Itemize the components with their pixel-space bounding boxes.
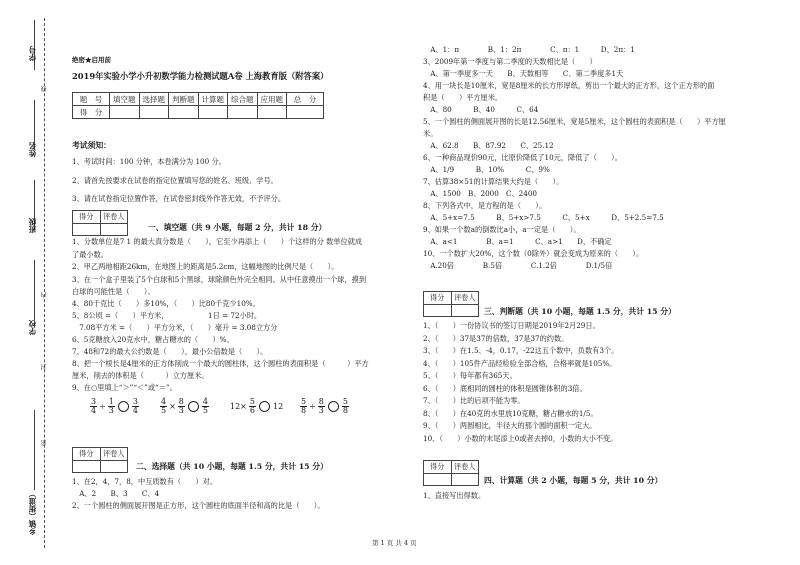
page-footer: 第 1 页 共 4 页 <box>372 539 417 547</box>
grader-name-label: 评卷人 <box>102 449 125 458</box>
margin-label-school: 学校 <box>28 320 37 335</box>
section-title-calc: 四、计算题（共 2 小题，每题 5 分，共计 10 分） <box>484 476 663 485</box>
blank-line <box>34 260 35 320</box>
compare-expr-4: $\frac{5}{8}$ ÷ $\frac{8}{3}$ $\frac{5}{8}$ <box>301 397 348 415</box>
compare-circle[interactable] <box>328 401 339 412</box>
question-line: 7、（ ）比的后项不能为零。 <box>423 396 525 405</box>
score-head-cell: 填空题 <box>110 93 140 106</box>
section-title-choice: 二、选择题（共 10 小题，每题 1.5 分，共计 15 分） <box>136 462 328 471</box>
question-line: 7.08平方米 =（ ）平方分米，（ ）毫升 = 3.08立方分 <box>72 323 278 332</box>
question-line: 10、一个数扩大20%，这个数（0除外）就会变成为原来的（ ）。 <box>423 249 644 258</box>
question-line: 3、2009年第一季度与第二季度的天数相比是（ ） <box>423 57 597 66</box>
grader-name-label: 评卷人 <box>102 212 125 221</box>
question-line: 9、如果一个数a的倒数比a小，a一定是（ ）。 <box>423 225 581 234</box>
grader-score-label: 得分 <box>73 211 101 223</box>
score-head-cell: 综合题 <box>228 93 258 106</box>
grader-score-cell[interactable] <box>424 305 452 316</box>
compare-expr-3: 12× $\frac{5}{6}$ 12 <box>230 397 284 415</box>
question-line: A、1/9 B、10% C、9% <box>423 165 550 174</box>
grader-box <box>72 447 128 473</box>
question-line: 7、估算38×51的计算结果大约是（ ）。 <box>423 177 564 186</box>
question-line: A、a<1 B、a=1 C、a>1 D、不确定 <box>423 237 612 246</box>
question-line: 8、下列各式中，是方程的是（ ）。 <box>423 201 547 210</box>
grader-score-cell[interactable] <box>424 474 452 485</box>
margin-label-name: 姓名 <box>28 142 37 157</box>
score-cell[interactable] <box>228 106 258 119</box>
question-line: A、1：π B、1：2π C、π：1 D、2π：1 <box>423 45 635 54</box>
score-cell[interactable] <box>110 106 140 119</box>
section-title-judge: 三、判断题（共 10 小题，每题 1.5 分，共计 15 分） <box>484 307 676 316</box>
question-line: 7、48和72的最大公约数是（ ），最小公倍数是（ ）。 <box>72 347 268 356</box>
grader-name-cell[interactable] <box>452 474 479 485</box>
page-title: 2019年实验小学小升初数学能力检测试题A卷 上海教育版（附答案） <box>72 71 329 81</box>
question-line: 10、（ ）小数的末尾添上0或者去掉0，小数的大小不变。 <box>423 434 618 443</box>
blank-line <box>34 410 35 490</box>
score-head-cell: 判断题 <box>169 93 199 106</box>
question-line: 3、在一个盒子里装了5个白球和5个黑球，球除颜色外完全相同。从中任意摸出一个球，摸到 <box>72 275 367 284</box>
question-line: A、1500 B、2000 C、2400 <box>423 189 537 198</box>
secret-mark: 绝密★启用前 <box>72 56 111 64</box>
grader-score-label: 得分 <box>424 292 452 304</box>
grader-box <box>423 460 479 486</box>
question-line: 厘米，削去的体积是（ ）立方厘米。 <box>72 371 209 380</box>
margin-mark: 封 <box>41 364 48 370</box>
question-line: 4、80千克比（ ）多10%，（ ）比80千克少10%。 <box>72 299 260 308</box>
question-line: 6、（ ）底相同的圆柱的体积是圆锥体积的3倍。 <box>423 384 587 393</box>
question-line: 4、（ ）105件产品经检验全部合格，合格率就是105%。 <box>423 359 617 368</box>
question-line: 了最小数。 <box>72 250 108 259</box>
score-cell[interactable] <box>287 106 324 119</box>
question-line: 1、在2，4，7，8，中互质数有（ ）对。 <box>72 477 218 486</box>
question-line: 3、（ ）在1.5、-4，0.17，-22这五个数中，负数有3个。 <box>423 346 619 355</box>
notice-item: 1、考试时间：100 分钟，本卷满分为 100 分。 <box>72 157 226 166</box>
question-line: 8、把一个棱长是4厘米的正方体削成一个最大的圆柱体，这个圆柱的表面积是（ ）平方 <box>72 359 369 368</box>
grader-name-cell[interactable] <box>101 224 128 235</box>
score-table <box>72 92 324 119</box>
question-line: 1、（ ）一份协议书的签订日期是2019年2月29日。 <box>423 321 600 330</box>
score-cell[interactable] <box>139 106 169 119</box>
grader-name-label: 评卷人 <box>453 462 476 471</box>
question-line: 2、甲乙两地相距26km，在地图上的距离是5.2cm，这幅地图的比例尺是（ ）。 <box>72 262 339 271</box>
margin-mark: 线 <box>41 86 48 92</box>
question-line: 6、5克糖放入20克水中，糖占糖水的（ ）%。 <box>72 335 234 344</box>
question-line: A、5+x=7.5 B、5+x>7.5 C、5+x D、5+2.5=7.5 <box>423 213 664 222</box>
section-title-fill: 一、填空题（共 9 小题，每题 2 分，共计 18 分） <box>148 223 327 232</box>
question-line: 9、在○里填上“＞”“＜”或“＝”。 <box>72 383 177 392</box>
question-line: 2、一个圆柱的侧面展开图是正方形，这个圆柱的底面半径和高的比是（ ）。 <box>72 501 325 510</box>
question-line: 4、用一块长是10厘米，宽是8厘米的长方形厚纸，剪出一个最大的正方形，这个正方形的面 <box>423 81 715 90</box>
question-line: 5、（ ）每年都有365天。 <box>423 371 517 380</box>
grader-name-label: 评卷人 <box>453 293 476 302</box>
margin-label-id: 学号 <box>28 46 37 61</box>
question-line: A、80 B、40 C、64 <box>423 105 539 114</box>
question-line: A、第一季度多一天 B、天数相等 C、第二季度多1天 <box>423 69 624 78</box>
score-cell[interactable] <box>257 106 287 119</box>
question-line: 8、（ ）在40克的水里放10克糖，糖占糖水的1/5。 <box>423 409 598 418</box>
margin-mark: 密 <box>41 440 48 446</box>
margin-label-class: 班级 <box>28 218 37 233</box>
binding-line <box>44 18 45 548</box>
compare-expr-2: $\frac{4}{5}$ × $\frac{8}{3}$ $\frac{4}{5}$ <box>161 397 208 415</box>
grader-score-label: 得分 <box>424 461 452 473</box>
blank-line <box>34 20 35 70</box>
score-head-cell: 选择题 <box>139 93 169 106</box>
compare-circle[interactable] <box>188 401 199 412</box>
grader-score-cell[interactable] <box>73 224 101 235</box>
compare-circle[interactable] <box>118 401 129 412</box>
question-line: 9、（ ）两圆相比，半径大的那个圆的面积一定大。 <box>423 421 597 430</box>
question-line: A、2 B、3 C、4 <box>72 489 160 498</box>
question-line: 米。 <box>423 129 438 138</box>
question-line: 1、分数单位是7 1 的最大真分数是（ ），它至少再添上（ ）个这样的分 数单位就成 <box>72 237 363 246</box>
notice-item: 2、请首先按要求在试卷的指定位置填写您的姓名、班级、学号。 <box>72 176 278 185</box>
question-line: A、62.8 B、87.92 C、25.12 <box>423 141 554 150</box>
question-line: 5、一个圆柱的侧面展开图的长是12.56厘米，宽是5厘米，这个圆柱的表面积是（ ）平方厘 <box>423 117 726 126</box>
score-head-cell: 总 分 <box>287 93 324 106</box>
question-line: 积是（ ）平方厘米。 <box>423 93 503 102</box>
margin-label-town: 乡镇（街道） <box>28 490 37 535</box>
grader-name-cell[interactable] <box>452 305 479 316</box>
score-cell[interactable] <box>169 106 199 119</box>
margin-mark: 内 <box>41 292 48 298</box>
grader-score-label: 得分 <box>73 448 101 460</box>
grader-name-cell[interactable] <box>101 461 128 472</box>
notice-item: 3、请在试卷指定位置作答，在试卷密封线外作答无效，不予评分。 <box>72 194 286 203</box>
question-line: 1、直接写出得数。 <box>423 491 486 500</box>
grader-box <box>423 291 479 317</box>
compare-expr-1: $\frac{3}{4}$ ÷ $\frac{1}{3}$ $\frac{3}{4}$ <box>91 397 138 415</box>
grader-score-cell[interactable] <box>73 461 101 472</box>
notice-heading: 考试须知： <box>72 141 111 150</box>
compare-circle[interactable] <box>259 401 270 412</box>
score-head-cell: 题 号 <box>73 93 110 106</box>
score-head-cell: 应用题 <box>257 93 287 106</box>
question-line: 2、（ ）37是37的倍数，37是37的约数。 <box>423 334 569 343</box>
score-head-cell: 计算题 <box>198 93 228 106</box>
question-line: 白球的可能性是（ ）。 <box>72 287 155 296</box>
question-line: 5、8公顷 =（ ）平方米， 1日 = 72小时。 <box>72 311 262 320</box>
score-cell[interactable] <box>198 106 228 119</box>
question-line: A.20倍 B.5倍 C.1.2倍 D.1/5倍 <box>423 261 613 270</box>
score-row-label: 得 分 <box>73 106 110 119</box>
question-line: 6、一种商品现价90元，比原价降低了10元，降低了（ ）。 <box>423 153 622 162</box>
grader-box <box>72 210 128 236</box>
